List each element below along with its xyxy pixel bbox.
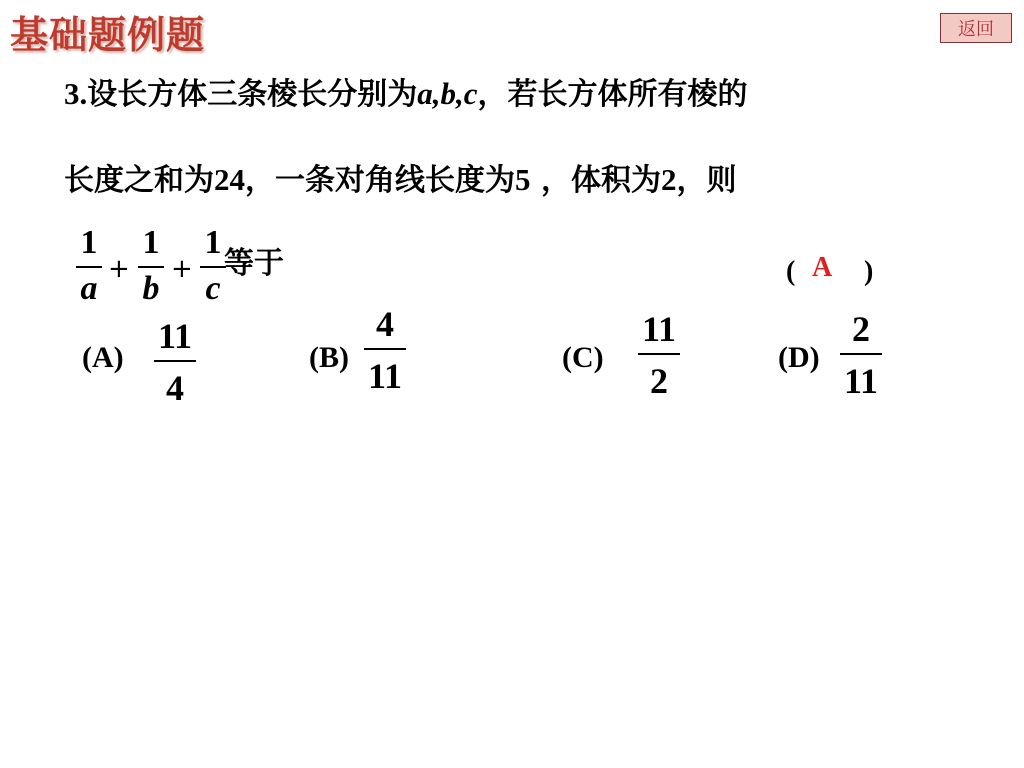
fraction-bar — [76, 266, 102, 268]
option-a-numerator: 11 — [157, 316, 192, 356]
option-a-label: (A) — [82, 341, 124, 374]
option-d-denominator: 11 — [843, 361, 878, 401]
option-d-fraction — [840, 311, 882, 399]
option-b-denominator: 11 — [367, 356, 402, 396]
volume-value: 2 — [660, 162, 677, 197]
option-c-denominator: 2 — [650, 361, 668, 401]
equals-text: 等于 — [224, 246, 284, 281]
fraction-bar — [364, 348, 406, 350]
plus-operator: + — [108, 254, 130, 284]
option-c-label: (C) — [562, 341, 604, 374]
fraction-1-over-b — [138, 226, 164, 306]
option-d-numerator: 2 — [852, 309, 870, 349]
fraction-denominator: b — [142, 270, 160, 307]
question-text-2a: 长度之和为 — [64, 163, 214, 198]
fraction-bar — [200, 266, 226, 268]
answer-open-paren: ( — [786, 256, 796, 287]
question-text-2c: ，体积为 — [530, 163, 661, 198]
answer-value: A — [812, 252, 833, 283]
fraction-bar — [154, 360, 196, 362]
fraction-1-over-a — [76, 226, 102, 306]
question-line-1 — [64, 78, 748, 110]
fraction-numerator: 1 — [142, 224, 160, 261]
diagonal-value: 5 — [515, 162, 531, 197]
fraction-numerator: 1 — [204, 224, 222, 261]
option-a-denominator: 4 — [166, 368, 184, 408]
question-text-1b: ，若长方体所有棱的 — [477, 77, 748, 112]
fraction-bar — [638, 353, 680, 355]
fraction-numerator: 1 — [80, 224, 98, 261]
fraction-1-over-c — [200, 226, 226, 306]
plus-operator: + — [171, 254, 193, 284]
question-line-2 — [64, 164, 736, 196]
question-number: 3. — [64, 76, 88, 111]
back-button[interactable]: 返回 — [940, 13, 1012, 43]
fraction-bar — [840, 353, 882, 355]
answer-close-paren: ) — [864, 256, 874, 287]
edge-sum-value: 24 — [214, 162, 245, 197]
question-variables: a,b,c — [417, 76, 478, 111]
fraction-denominator: c — [205, 270, 221, 307]
fraction-bar — [138, 266, 164, 268]
page-title: 基础题例题 — [10, 13, 206, 57]
option-c-numerator: 11 — [641, 309, 676, 349]
option-b-numerator: 4 — [376, 304, 394, 344]
question-text-2d: ，则 — [676, 163, 737, 198]
fraction-denominator: a — [80, 270, 98, 307]
option-b-fraction — [364, 306, 406, 394]
option-b-label: (B) — [309, 341, 349, 374]
option-d-label: (D) — [778, 341, 820, 374]
question-text-2b: ，一条对角线长度为 — [245, 163, 515, 198]
question-text-1a: 设长方体三条棱长分别为 — [87, 77, 418, 112]
option-a-fraction — [154, 318, 196, 406]
option-c-fraction — [638, 311, 680, 399]
